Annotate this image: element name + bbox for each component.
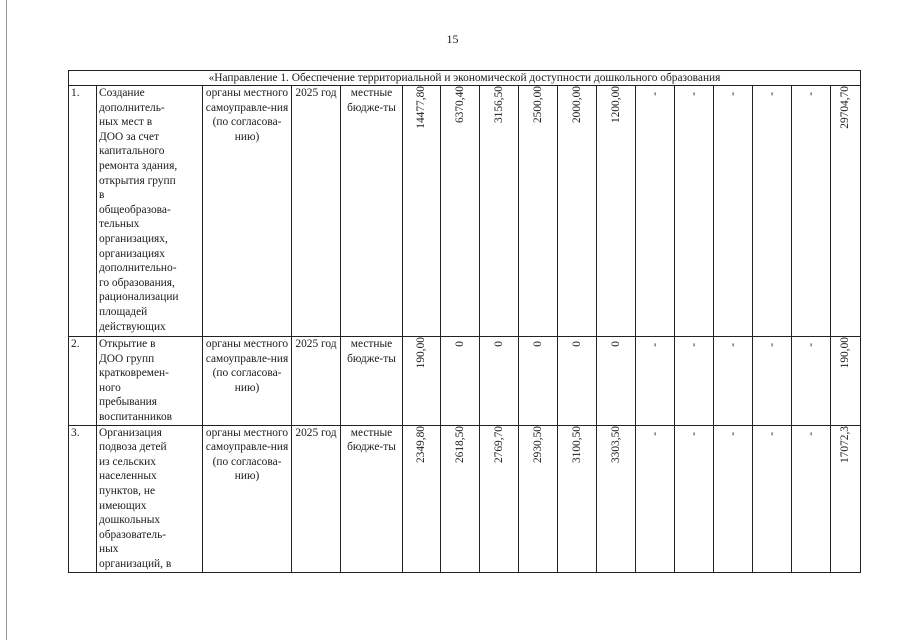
amount-value: 0 xyxy=(570,341,583,347)
amount-value: 0 xyxy=(609,341,622,347)
executor-cell: органы местного самоуправле-ния (по согласова-нию) xyxy=(203,425,292,572)
total-cell xyxy=(831,337,861,426)
amount-value: - xyxy=(765,343,778,347)
measure-name-line: из сельских xyxy=(99,455,156,468)
amount-cell xyxy=(597,86,636,337)
measure-name-line: организациях xyxy=(99,247,165,260)
amount-value: - xyxy=(648,92,661,96)
amount-value: 3303,50 xyxy=(609,425,622,463)
amount-value: - xyxy=(726,92,739,96)
amount-cell xyxy=(636,337,675,426)
amount-cell xyxy=(714,425,753,572)
measure-name-line: образователь- xyxy=(99,528,167,541)
amount-cell xyxy=(636,425,675,572)
amount-value: 1200,00 xyxy=(609,86,622,124)
amount-value: - xyxy=(804,431,817,436)
measure-name-line: ДОО за счет xyxy=(99,130,160,143)
measure-name-line: го образования, xyxy=(99,276,175,289)
amount-value: 0 xyxy=(492,341,505,347)
amount-value: 2930,50 xyxy=(531,425,544,463)
measure-name-line: ДОО групп xyxy=(99,352,155,365)
total-cell xyxy=(831,86,861,337)
amount-cell xyxy=(636,86,675,337)
executor-cell: органы местного самоуправле-ния (по согласова-нию) xyxy=(203,86,292,337)
measure-name-line: дошкольных xyxy=(99,514,161,527)
row-number: 1. xyxy=(69,86,97,337)
measure-name-line: открытия групп xyxy=(99,174,176,187)
amount-value: - xyxy=(726,343,739,347)
measure-name-line: Организация xyxy=(99,426,162,439)
measure-name-line: тельных xyxy=(99,218,140,231)
amount-cell xyxy=(403,86,441,337)
amount-cell xyxy=(792,337,831,426)
year-cell: 2025 год xyxy=(292,86,341,337)
executor-cell: органы местного самоуправле-ния (по согласова-нию) xyxy=(203,337,292,426)
amount-cell xyxy=(597,337,636,426)
amount-cell xyxy=(403,425,441,572)
measure-name xyxy=(97,337,203,426)
amount-value: 3156,50 xyxy=(492,86,505,124)
total-value: 190,00 xyxy=(839,337,852,369)
amount-cell xyxy=(792,86,831,337)
measure-name xyxy=(97,425,203,572)
funding-source-cell: местные бюдже-ты xyxy=(341,337,403,426)
total-cell xyxy=(831,425,861,572)
amount-value: - xyxy=(687,343,700,347)
total-value: 29704,70 xyxy=(839,86,852,129)
measure-name-line: организациях, xyxy=(99,232,168,245)
amount-cell xyxy=(441,86,480,337)
amount-cell xyxy=(558,425,597,572)
amount-value: 2769,70 xyxy=(492,425,505,463)
amount-value: - xyxy=(765,431,778,436)
amount-cell xyxy=(480,86,519,337)
amount-cell xyxy=(480,337,519,426)
funding-source-cell: местные бюдже-ты xyxy=(341,86,403,337)
amount-value: 6370,40 xyxy=(453,86,466,124)
amount-value: - xyxy=(804,343,817,347)
amount-value: 0 xyxy=(453,341,466,347)
measure-name xyxy=(97,86,203,337)
row-number: 2. xyxy=(69,337,97,426)
amount-value: 2349,80 xyxy=(415,425,428,463)
measure-name-line: кратковремен- xyxy=(99,367,169,380)
amount-value: - xyxy=(765,92,778,96)
section-heading: «Направление 1. Обеспечение территориальной и экономической доступности дошкольного образования xyxy=(69,71,861,86)
table-row xyxy=(69,425,861,572)
measure-name-line: ного xyxy=(99,381,121,394)
amount-cell xyxy=(675,86,714,337)
amount-cell xyxy=(480,425,519,572)
amount-cell xyxy=(403,337,441,426)
measure-name-line: Создание xyxy=(99,87,145,99)
amount-cell xyxy=(675,425,714,572)
measure-name-line: Открытие в xyxy=(99,338,156,350)
amount-cell xyxy=(558,86,597,337)
measure-name-line: населенных xyxy=(99,470,157,483)
measure-name-line: имеющих xyxy=(99,499,147,512)
amount-value: 190,00 xyxy=(415,337,428,369)
year-cell: 2025 год xyxy=(292,425,341,572)
measure-name-line: пунктов, не xyxy=(99,484,156,497)
measure-name-line: организаций, в xyxy=(99,557,172,570)
table-row xyxy=(69,337,861,426)
measure-name-line: ремонта здания, xyxy=(99,159,178,172)
amount-value: - xyxy=(687,92,700,96)
measure-name-line: подвоза детей xyxy=(99,441,167,454)
measure-name-line: воспитанников xyxy=(99,410,173,423)
amount-value: - xyxy=(648,431,661,436)
row-number: 3. xyxy=(69,425,97,572)
amount-cell xyxy=(753,337,792,426)
amount-cell xyxy=(675,337,714,426)
page-number: 15 xyxy=(446,32,459,46)
amount-cell xyxy=(558,337,597,426)
amount-cell xyxy=(441,337,480,426)
measures-table xyxy=(68,70,861,573)
amount-cell xyxy=(441,425,480,572)
measure-name-line: дополнительно- xyxy=(99,262,177,275)
amount-value: - xyxy=(687,431,700,436)
amount-cell xyxy=(753,425,792,572)
amount-value: 3100,50 xyxy=(570,425,583,463)
amount-value: 2500,00 xyxy=(531,86,544,124)
amount-value: 14477,80 xyxy=(415,86,428,129)
amount-cell xyxy=(714,337,753,426)
measure-name-line: в xyxy=(99,189,105,202)
measure-name-line: капитального xyxy=(99,145,165,158)
amount-cell xyxy=(714,86,753,337)
measure-name-line: ных xyxy=(99,543,119,556)
amount-value: 2000,00 xyxy=(570,86,583,124)
measure-name-line: рационализации xyxy=(99,291,179,304)
amount-value: - xyxy=(804,92,817,96)
amount-cell xyxy=(519,337,558,426)
amount-cell xyxy=(753,86,792,337)
measure-name-line: общеобразова- xyxy=(99,203,171,216)
amount-cell xyxy=(519,86,558,337)
amount-cell xyxy=(597,425,636,572)
amount-value: - xyxy=(726,431,739,436)
funding-source-cell: местные бюдже-ты xyxy=(341,425,403,572)
measure-name-line: дополнитель- xyxy=(99,101,165,114)
measure-name-line: действующих xyxy=(99,320,166,333)
measure-name-line: пребывания xyxy=(99,396,158,409)
total-value: 17072,3 xyxy=(839,425,852,463)
amount-cell xyxy=(519,425,558,572)
table-row xyxy=(69,86,861,337)
amount-cell xyxy=(792,425,831,572)
measure-name-line: ных мест в xyxy=(99,116,153,129)
amount-value: 0 xyxy=(531,341,544,347)
year-cell: 2025 год xyxy=(292,337,341,426)
amount-value: - xyxy=(648,343,661,347)
measure-name-line: площадей xyxy=(99,305,148,318)
amount-value: 2618,50 xyxy=(453,425,466,463)
page-margin-rule xyxy=(6,0,7,640)
